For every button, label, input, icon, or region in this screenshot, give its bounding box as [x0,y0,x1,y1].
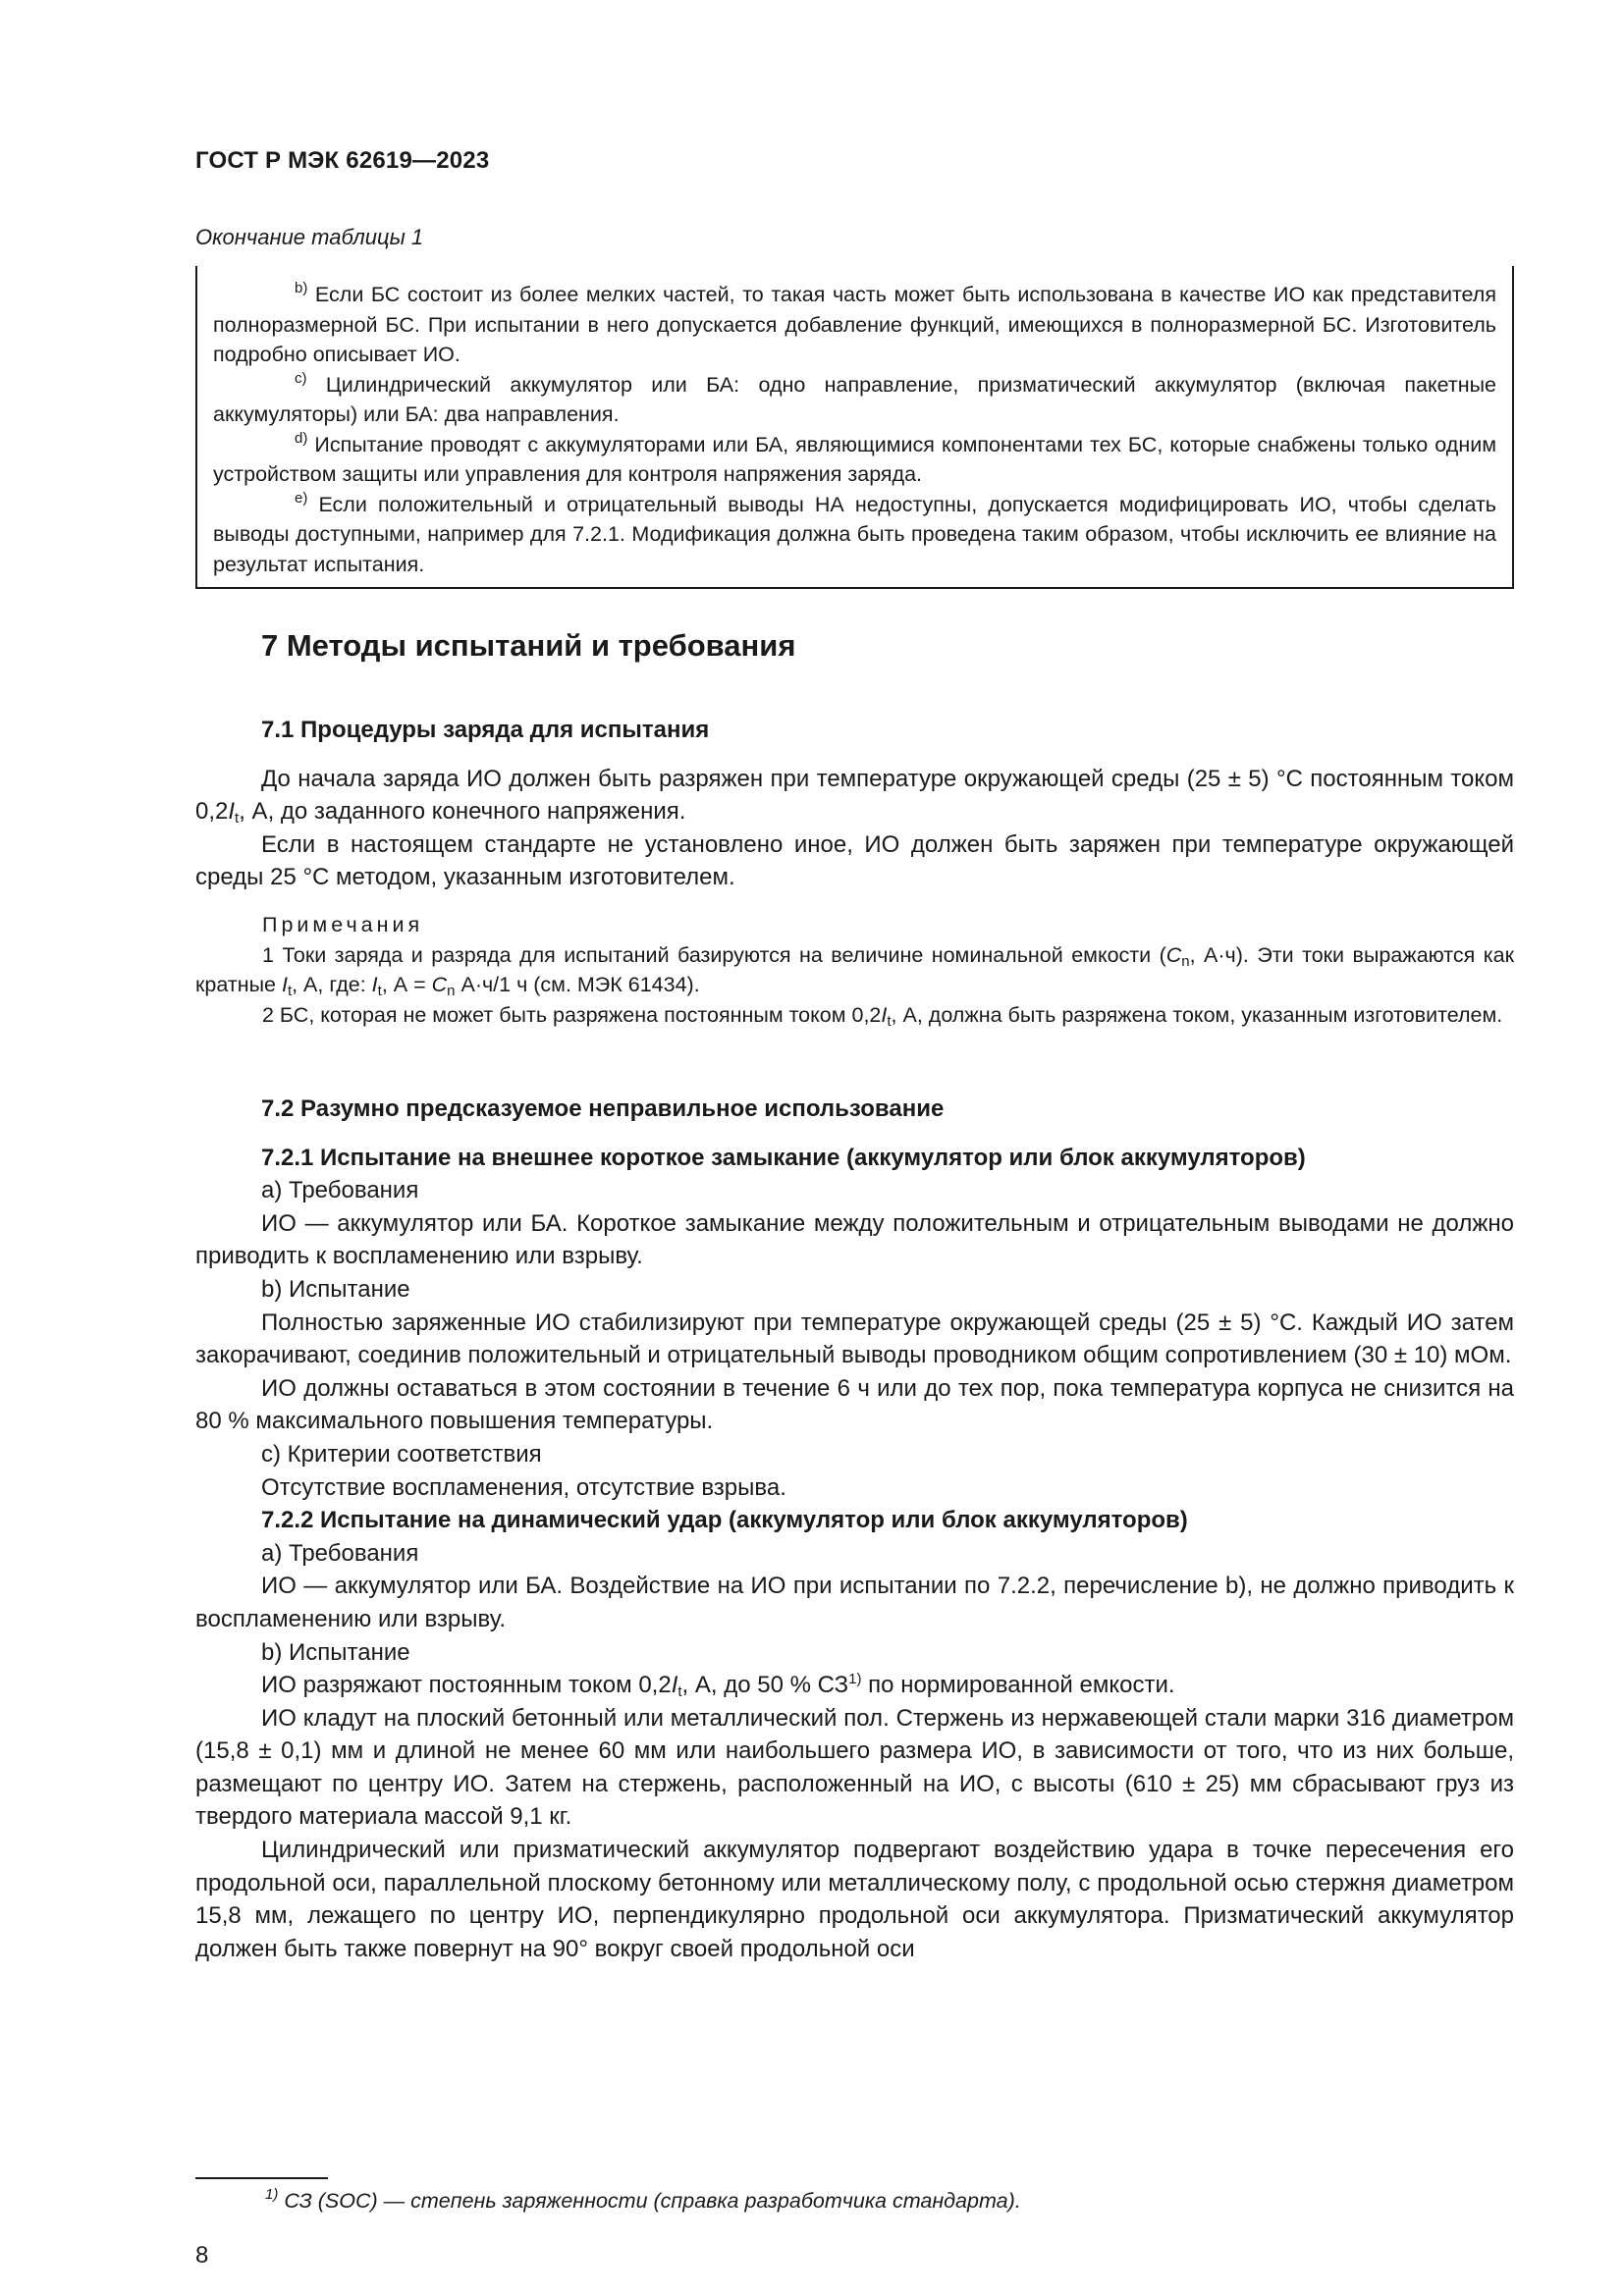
section-7-2-1-b-text-1: Полностью заряженные ИО стабилизируют при температуре окружающей среды (25 ± 5) °C. Каждый ИО затем закорачивают, соединив положительный и отрицательный выводы проводником общим сопротивлением (30 ± 10) мОм. [195,1308,1514,1369]
section-7-heading: 7 Методы испытаний и требования [261,628,796,663]
table-note-d: $^{d)}$ Испытание проводят с аккумуляторами или БА, являющимися компонентами тех БС, которые снабжены только одним устройством защиты или управления для контроля напряжения заряда. [213,429,1496,486]
section-7-2-2-a-text: ИО — аккумулятор или БА. Воздействие на ИО при испытании по 7.2.2, перечисление b), не должно приводить к воспламенению или взрыву. [195,1573,1514,1632]
section-7-2-1-b-label: b) Испытание [261,1275,410,1303]
section-7-2-1-c-label: c) Критерии соответствия [261,1440,542,1468]
table-footnotes-box [195,266,1514,589]
footnote-ref[interactable]: 1) [848,1671,862,1688]
section-7-2-1-a-label: a) Требования [261,1177,419,1204]
section-7-2-2-b-text-1: ИО разряжают постоянным током $0,2I_t$, А, до 50 % СЗ$^{1)}$ по нормированной емкости. [261,1671,1175,1701]
section-7-2-1-a-text: ИО — аккумулятор или БА. Короткое замыкание между положительным и отрицательным выводами не должно приводить к воспламенению или взрыву. [195,1209,1514,1270]
section-7-2-2-b-label: b) Испытание [261,1638,410,1666]
section-7-1-paragraph-1: До начала заряда ИО должен быть разряжен при температуре окружающей среды (25 ± 5) °C постоянным током $0,2I_t$, А, до заданного конечного напряжения. [195,765,1514,828]
section-7-2-2-heading: 7.2.2 Испытание на динамический удар (аккумулятор или блок аккумуляторов) [261,1507,1188,1534]
table-note-e: $^{e)}$ Если положительный и отрицательный выводы НА недоступны, допускается модифицировать ИО, чтобы сделать выводы доступными, например для 7.2.1. Модификация должна быть проведена таким образом, чтобы исключить ее влияние на результат испытания. [213,489,1496,576]
section-7-2-1-c-text: Отсутствие воспламенения, отсутствие взрыва. [261,1473,786,1501]
page-number: 8 [195,2242,209,2269]
notes-title: Примечания [262,913,424,936]
section-7-2-2-b-text-2: ИО кладут на плоский бетонный или металлический пол. Стержень из нержавеющей стали марки 316 диаметром (15,8 ± 0,1) мм и длиной не менее 60 мм или наибольшего размера ИО, в зависимости от того, что из них больше, размещают по центру ИО. Затем на стержень, расположенный на ИО, с высоты (610 ± 25) мм сбрасывают груз из твердого материала массой 9,1 кг. [195,1704,1514,1831]
document-header: ГОСТ Р МЭК 62619—2023 [195,147,490,174]
table-note-b: $^{b)}$ Если БС состоит из более мелких частей, то такая часть может быть использована в качестве ИО как представителя полноразмерной БС. При испытании в него допускается добавление функций, имеющихся в полноразмерной БС. Изготовитель подробно описывает ИО. [213,280,1496,366]
section-7-2-2-b-text-3: Цилиндрический или призматический аккумулятор подвергают воздействию удара в точке пересечения его продольной оси, параллельной плоскому бетонному или металлическому полу, с продольной осью стержня диаметром 15,8 мм, лежащего по центру ИО, перпендикулярно продольной оси аккумулятора. Призматический аккумулятор должен быть также повернут на 90° вокруг своей продольной оси [195,1837,1514,1962]
section-7-1-heading: 7.1 Процедуры заряда для испытания [261,717,710,743]
section-7-2-2-a-label: a) Требования [261,1539,419,1567]
footnote-divider [195,2177,328,2179]
section-7-2-1-heading: 7.2.1 Испытание на внешнее короткое замыкание (аккумулятор или блок аккумуляторов) [261,1144,1306,1171]
section-7-2-heading: 7.2 Разумно предсказуемое неправильное использование [261,1095,945,1122]
section-7-1-notes [195,910,1514,1030]
footnote: $^{1)}$ СЗ (SOC) — степень заряженности (справка разработчика стандарта). [265,2186,1021,2213]
section-7-1 [195,714,1514,894]
table-continuation-label: Окончание таблицы 1 [195,225,424,249]
table-note-c: $^{c)}$ Цилиндрический аккумулятор или БА: одно направление, призматический аккумулятор (включая пакетные аккумуляторы) или БА: два направления. [213,369,1496,426]
note-2: 2 БС, которая не может быть разряжена постоянным током $0,2I_t$, А, должна быть разряжена током, указанным изготовителем. [262,1002,1503,1030]
note-1: 1 Токи заряда и разряда для испытаний базируются на величине номинальной емкости ($C_n$, А·ч). Эти токи выражаются как кратные $I_t$, А, где: $I_t$, $А = C_n$ А·ч/1 ч (см. МЭК 61434). [195,942,1514,999]
section-7-2 [195,1093,1514,1965]
section-7-2-1-b-text-2: ИО должны оставаться в этом состоянии в течение 6 ч или до тех пор, пока температура корпуса не снизится на 80 % максимального повышения температуры. [195,1374,1514,1435]
section-7-1-paragraph-2: Если в настоящем стандарте не установлено иное, ИО должен быть заряжен при температуре окружающей среды 25 °C методом, указанным изготовителем. [195,830,1514,891]
